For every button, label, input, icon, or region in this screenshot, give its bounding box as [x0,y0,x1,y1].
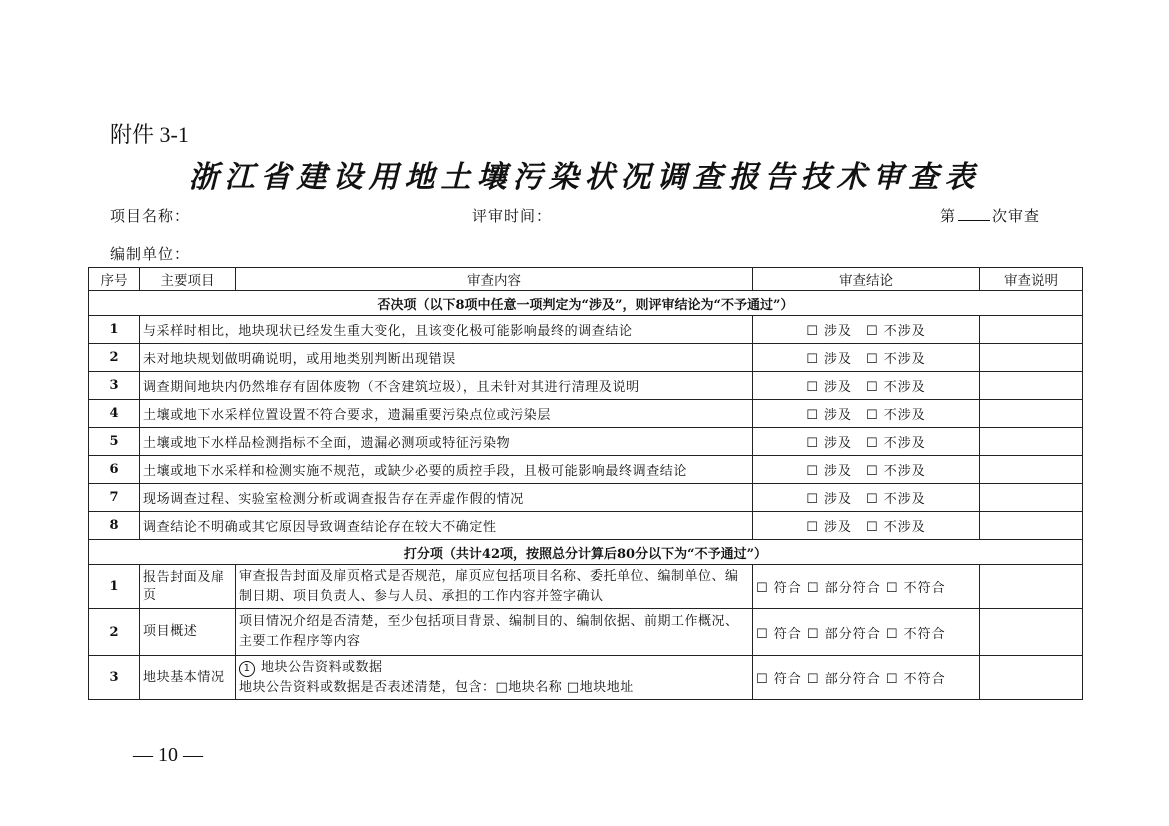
table-row [89,400,1083,428]
row-content: 审查报告封面及扉页格式是否规范，扉页应包括项目名称、委托单位、编制单位、编制日期、项目负责人、参与人员、承担的工作内容并签字确认 [236,565,753,609]
row-content: 项目情况介绍是否清楚，至少包括项目背景、编制目的、编制依据、前期工作概况、主要工作程序等内容 [236,609,753,656]
review-time-label: 评审时间： [472,207,553,225]
row-item: 报告封面及扉页 [140,565,236,609]
header-number: 序号 [89,268,140,291]
header-remarks: 审查说明 [980,268,1083,291]
score-section-title: 打分项（共计42项，按照总分计算后80分以下为“不予通过”） [89,540,1083,565]
review-table [88,267,1083,700]
remarks-cell[interactable] [980,372,1083,400]
table-row [89,344,1083,372]
veto-checkbox-group[interactable]: ☐ 涉及 ☐ 不涉及 [753,400,980,428]
row-item: 地块基本情况 [140,656,236,700]
remarks-cell[interactable] [980,400,1083,428]
sub-heading [239,658,749,678]
document-title: 浙江省建设用地土壤污染状况调查报告技术审查表 [188,160,981,195]
project-name-label: 项目名称： [110,207,191,225]
veto-checkbox-group[interactable]: ☐ 涉及 ☐ 不涉及 [753,428,980,456]
page-number: — 10 — [133,744,203,766]
veto-checkbox-group[interactable]: ☐ 涉及 ☐ 不涉及 [753,456,980,484]
sub-heading-text: 地块公告资料或数据 [261,659,383,675]
attachment-label: 附件 3-1 [110,122,189,147]
circled-number: 1 [239,661,255,677]
row-number: 3 [89,372,140,400]
table-row [89,372,1083,400]
header-main-item: 主要项目 [140,268,236,291]
round-suffix: 次审查 [992,207,1041,225]
score-checkbox-group[interactable]: ☐ 符合 ☐ 部分符合 ☐ 不符合 [753,656,980,700]
table-row [89,656,1083,700]
round-prefix: 第 [940,207,957,225]
remarks-cell[interactable] [980,428,1083,456]
row-item: 项目概述 [140,609,236,656]
row-content: 土壤或地下水采样和检测实施不规范，或缺少必要的质控手段，且极可能影响最终调查结论 [140,456,753,484]
veto-checkbox-group[interactable]: ☐ 涉及 ☐ 不涉及 [753,344,980,372]
row-content: 土壤或地下水样品检测指标不全面，遗漏必测项或特征污染物 [140,428,753,456]
row-content [236,656,753,700]
table-row [89,456,1083,484]
remarks-cell[interactable] [980,512,1083,540]
score-checkbox-group[interactable]: ☐ 符合 ☐ 部分符合 ☐ 不符合 [753,565,980,609]
remarks-cell[interactable] [980,344,1083,372]
round-blank[interactable] [958,206,990,221]
table-row [89,609,1083,656]
remarks-cell[interactable] [980,565,1083,609]
header-conclusion: 审查结论 [753,268,980,291]
row-content: 土壤或地下水采样位置设置不符合要求，遗漏重要污染点位或污染层 [140,400,753,428]
compiling-unit-label: 编制单位： [110,245,191,263]
score-section-row [89,540,1083,565]
veto-section-row [89,291,1083,316]
score-checkbox-group[interactable]: ☐ 符合 ☐ 部分符合 ☐ 不符合 [753,609,980,656]
table-row [89,512,1083,540]
table-row [89,316,1083,344]
veto-checkbox-group[interactable]: ☐ 涉及 ☐ 不涉及 [753,484,980,512]
remarks-cell[interactable] [980,484,1083,512]
header-content: 审查内容 [236,268,753,291]
veto-checkbox-group[interactable]: ☐ 涉及 ☐ 不涉及 [753,372,980,400]
table-row [89,565,1083,609]
veto-section-title: 否决项（以下8项中任意一项判定为“涉及”，则评审结论为“不予通过”） [89,291,1083,316]
table-row [89,428,1083,456]
row-number: 4 [89,400,140,428]
row-number: 1 [89,316,140,344]
row-content: 调查结论不明确或其它原因导致调查结论存在较大不确定性 [140,512,753,540]
row-content: 未对地块规划做明确说明，或用地类别判断出现错误 [140,344,753,372]
row-content: 现场调查过程、实验室检测分析或调查报告存在弄虚作假的情况 [140,484,753,512]
row-number: 5 [89,428,140,456]
veto-checkbox-group[interactable]: ☐ 涉及 ☐ 不涉及 [753,512,980,540]
remarks-cell[interactable] [980,656,1083,700]
row-number: 8 [89,512,140,540]
table-row [89,484,1083,512]
row-number: 2 [89,344,140,372]
review-round-label [940,205,1040,226]
row-content: 与采样时相比，地块现状已经发生重大变化，且该变化极可能影响最终的调查结论 [140,316,753,344]
sub-content: 地块公告资料或数据是否表述清楚，包含：□地块名称 □地块地址 [239,679,634,695]
veto-checkbox-group[interactable]: ☐ 涉及 ☐ 不涉及 [753,316,980,344]
remarks-cell[interactable] [980,456,1083,484]
row-number: 7 [89,484,140,512]
row-number: 2 [89,609,140,656]
table-header-row [89,268,1083,291]
remarks-cell[interactable] [980,609,1083,656]
row-number: 1 [89,565,140,609]
row-content: 调查期间地块内仍然堆存有固体废物（不含建筑垃圾），且未针对其进行清理及说明 [140,372,753,400]
row-number: 6 [89,456,140,484]
remarks-cell[interactable] [980,316,1083,344]
row-number: 3 [89,656,140,700]
